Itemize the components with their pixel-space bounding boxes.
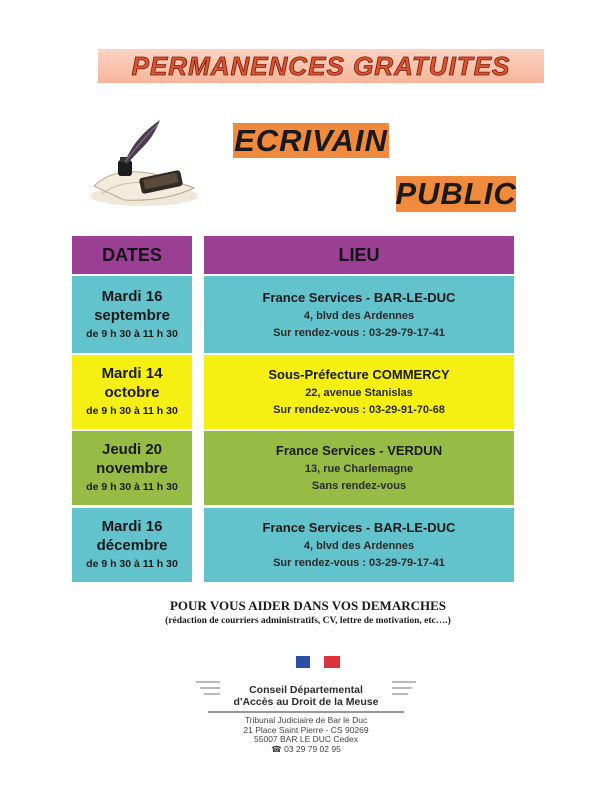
table-row-date xyxy=(72,355,192,429)
dates-header: DATES xyxy=(72,236,192,274)
date-day: Mardi 14 xyxy=(101,365,163,382)
table-row-date xyxy=(72,276,192,353)
date-day: Mardi 16 xyxy=(101,287,163,305)
date-hours: de 9 h 30 à 11 h 30 xyxy=(86,481,178,493)
table-row-date xyxy=(72,508,192,582)
lieu-name: France Services - VERDUN xyxy=(275,443,443,458)
ecrivain-tag: ECRIVAIN xyxy=(234,122,388,158)
lieu-name: France Services - BAR-LE-DUC xyxy=(262,289,456,305)
table-row-lieu xyxy=(204,276,514,353)
title-banner xyxy=(98,49,544,83)
date-month: novembre xyxy=(96,460,168,477)
date-hours: de 9 h 30 à 11 h 30 xyxy=(86,327,178,340)
stamp-addr-line3: 55007 BAR LE DUC Cedex xyxy=(254,734,358,744)
table-row-date xyxy=(72,431,192,505)
date-hours: de 9 h 30 à 11 h 30 xyxy=(86,405,178,417)
table-row-lieu xyxy=(204,431,514,505)
quill-inkwell-icon xyxy=(84,116,202,212)
lieu-header: LIEU xyxy=(204,236,514,274)
table-row-lieu xyxy=(204,508,514,582)
french-flag-icon xyxy=(296,656,340,668)
lieu-address: 22, avenue Stanislas xyxy=(305,387,413,399)
table-row-lieu xyxy=(204,355,514,429)
stamp-name-line1: Conseil Départemental xyxy=(249,684,363,696)
stamp-address xyxy=(216,716,396,754)
footer-heading: POUR VOUS AIDER DANS VOS DEMARCHES xyxy=(169,598,446,613)
cdad-stamp xyxy=(196,654,416,772)
date-month: octobre xyxy=(104,384,160,401)
lieu-contact: Sur rendez-vous : 03-29-79-17-41 xyxy=(273,557,445,569)
stamp-addr-line2: 21 Place Saint Pierre - CS 90269 xyxy=(243,724,369,735)
lieu-address: 4, blvd des Ardennes xyxy=(303,309,415,322)
stamp-phone: ☎ 03 29 79 02 95 xyxy=(271,743,341,754)
date-day: Mardi 16 xyxy=(101,518,163,535)
lieu-contact: Sur rendez-vous : 03-29-91-70-68 xyxy=(273,404,445,416)
date-day: Jeudi 20 xyxy=(101,441,163,458)
date-hours: de 9 h 30 à 11 h 30 xyxy=(86,558,178,570)
lieu-address: 4, blvd des Ardennes xyxy=(303,540,415,552)
lieu-name: Sous-Préfecture COMMERCY xyxy=(268,367,450,382)
page-title: PERMANENCES GRATUITES xyxy=(131,50,511,81)
footer-subtext: (rédaction de courriers administratifs, CV, lettre de motivation, etc….) xyxy=(165,616,451,626)
lieu-address: 13, rue Charlemagne xyxy=(304,463,414,475)
date-month: septembre xyxy=(94,306,170,324)
stamp-organization xyxy=(206,684,406,708)
stamp-addr-line1: Tribunal Judiciaire de Bar le Duc xyxy=(244,715,368,725)
public-tag: PUBLIC xyxy=(395,176,517,211)
date-month: décembre xyxy=(96,537,168,554)
lieu-contact: Sans rendez-vous xyxy=(311,480,407,492)
lieu-contact: Sur rendez-vous : 03-29-79-17-41 xyxy=(273,326,445,339)
lieu-name: France Services - BAR-LE-DUC xyxy=(262,520,456,535)
stamp-name-line2: d'Accès au Droit de la Meuse xyxy=(233,696,379,708)
